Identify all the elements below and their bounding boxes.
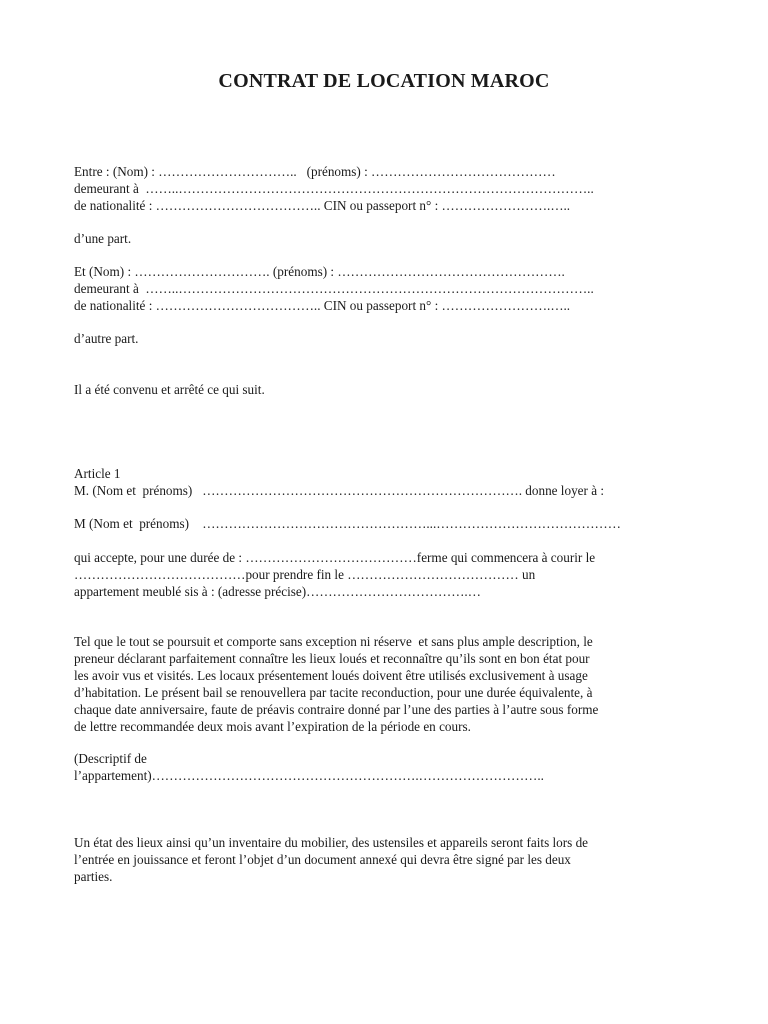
- description-line: l’appartement)…………………………………………………….………………………..: [74, 768, 544, 783]
- inventory-clause-paragraph: [74, 834, 694, 885]
- party2-name-line: Et (Nom) : …………………………. (prénoms) : …………………………………………….: [74, 264, 565, 279]
- description-label: (Descriptif de: [74, 751, 147, 766]
- article1-lessee-line: M (Nom et prénoms) ……………………………………………...……………………………………: [74, 516, 621, 531]
- main-clause-line: de lettre recommandée deux mois avant l’expiration de la période en cours.: [74, 719, 471, 734]
- main-clause-line: preneur déclarant parfaitement connaître les lieux loués et reconnaître qu’ils sont en bon état pour: [74, 651, 590, 666]
- party1-address-line: demeurant à ……..…………………………………………………………………………………..: [74, 181, 594, 196]
- article1-lessor-line: M. (Nom et prénoms) ………………………………………………………………. donne loyer à :: [74, 483, 605, 498]
- party1-closing: d’une part.: [74, 231, 132, 246]
- main-clause-line: d’habitation. Le présent bail se renouvellera par tacite reconduction, pour une durée équivalente, à: [74, 685, 593, 700]
- party1-nationality-line: de nationalité : ……………………………….. CIN ou passeport n° : …………………….…..: [74, 198, 571, 213]
- document-title: CONTRAT DE LOCATION MAROC: [218, 70, 550, 92]
- main-clause-paragraph: [74, 633, 694, 735]
- main-clause-line: chaque date anniversaire, faute de préavis contraire donné par l’une des parties à l’autre sous forme: [74, 702, 599, 717]
- inventory-clause-line: parties.: [74, 869, 113, 884]
- main-clause-line: Tel que le tout se poursuit et comporte sans exception ni réserve et sans plus ample description, le: [74, 634, 593, 649]
- inventory-clause-line: l’entrée en jouissance et feront l’objet d’un document annexé qui devra être signé par les deux: [74, 852, 571, 867]
- article1-end-date-line: …………………………………pour prendre fin le ………………………………… un: [74, 567, 536, 582]
- main-clause-line: les avoir vus et visités. Les locaux présentement loués doivent être utilisés exclusivement à usage: [74, 668, 588, 683]
- party2-closing: d’autre part.: [74, 331, 139, 346]
- article1-address-line: appartement meublé sis à : (adresse précise)……………………………….…: [74, 584, 481, 599]
- party1-name-line: Entre : (Nom) : ………………………….. (prénoms) : ……………………………………: [74, 164, 556, 179]
- inventory-clause-line: Un état des lieux ainsi qu’un inventaire du mobilier, des ustensiles et appareils seront faits lors de: [74, 835, 589, 850]
- party2-nationality-line: de nationalité : ……………………………….. CIN ou passeport n° : …………………….…..: [74, 298, 571, 313]
- party2-address-line: demeurant à ……..…………………………………………………………………………………..: [74, 281, 594, 296]
- agreement-statement: Il a été convenu et arrêté ce qui suit.: [74, 382, 265, 397]
- article1-heading: Article 1: [74, 466, 121, 481]
- article1-duration-line: qui accepte, pour une durée de : …………………………………ferme qui commencera à courir le: [74, 550, 596, 565]
